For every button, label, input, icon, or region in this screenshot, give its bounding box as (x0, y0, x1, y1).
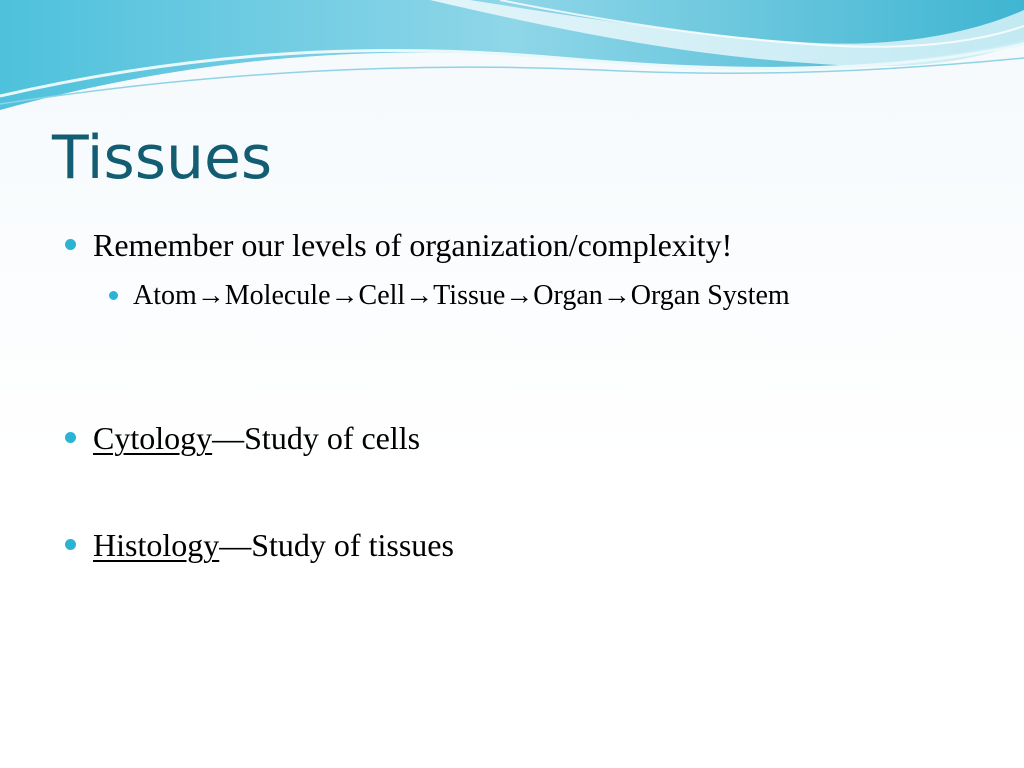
bullet-cytology (93, 418, 420, 458)
term-cytology: Cytology (93, 420, 213, 456)
definition-histology: —Study of tissues (219, 527, 454, 563)
bullet-histology (93, 525, 454, 565)
bullet-text: Atom→Molecule→Cell→Tissue→Organ→Organ System (133, 280, 790, 311)
bullet-icon (65, 432, 76, 443)
definition-cytology: —Study of cells (212, 420, 421, 456)
term-histology: Histology (93, 527, 220, 563)
bullet-icon (65, 239, 76, 250)
slide-title: Tissues (52, 123, 273, 193)
bullet-text: Remember our levels of organization/complexity! (93, 227, 733, 263)
bullet-icon (109, 291, 118, 300)
bullet-levels-of-organization (93, 225, 732, 265)
sub-bullet-hierarchy (133, 276, 893, 316)
bullet-icon (65, 539, 76, 550)
